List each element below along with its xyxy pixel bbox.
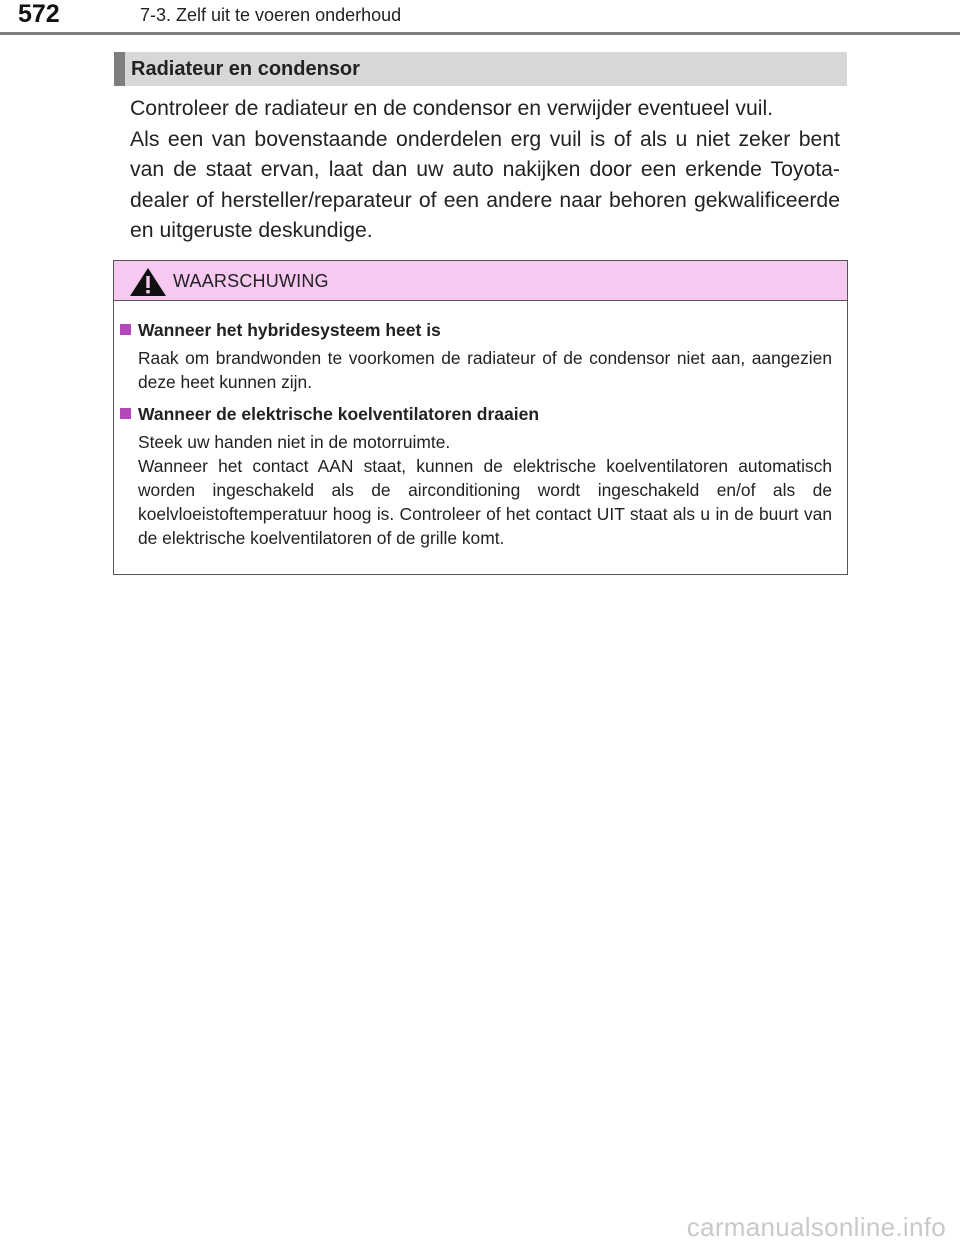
warning-header	[114, 261, 847, 301]
warning-item-paragraph: Raak om brandwonden te voorkomen de radiateur of de condensor niet aan, aangezien deze heet kunnen zijn.	[138, 348, 832, 392]
warning-item-heading	[120, 319, 441, 341]
header-rule	[0, 32, 960, 35]
page-number: 572	[18, 0, 60, 28]
warning-item-heading-text: Wanneer de elektrische koelventilatoren draaien	[138, 404, 540, 424]
warning-item-paragraph: Wanneer het contact AAN staat, kunnen de elektrische koelventilatoren automatisch worden ingeschakeld als de airconditioning wordt ingeschakeld en/of als de koelvloeistoftemperatuur hoog is. Controleer of het contact UIT staat als u in de buurt van de elektrische koelventilatoren of de grille komt.	[138, 456, 832, 548]
section-title: Radiateur en condensor	[131, 58, 360, 80]
chapter-title: 7-3. Zelf uit te voeren onderhoud	[140, 5, 402, 25]
warning-triangle-icon	[129, 267, 167, 297]
watermark-link[interactable]: carmanualsonline.info	[686, 1212, 946, 1242]
warning-item-paragraph: Steek uw handen niet in de motorruimte.	[138, 432, 451, 452]
section-bar-accent	[114, 52, 125, 86]
warning-label: WAARSCHUWING	[173, 271, 329, 291]
warning-item-heading	[120, 403, 539, 425]
warning-item-heading-text: Wanneer het hybridesysteem heet is	[138, 320, 441, 340]
warning-item-body	[138, 346, 832, 394]
square-bullet-icon	[120, 324, 131, 335]
section-heading-bar	[114, 52, 847, 86]
warning-box	[113, 260, 848, 575]
warning-item-body	[138, 430, 832, 550]
intro-line-1: Controleer de radiateur en de condensor en verwijder eventueel vuil.	[130, 97, 774, 120]
square-bullet-icon	[120, 408, 131, 419]
intro-paragraph: Als een van bovenstaande onderdelen erg vuil is of als u niet zeker bent van de staat ervan, laat dan uw auto nakijken door een erkende Toyota-dealer of hersteller/reparateur of een andere naar behoren gekwalificeerde en uitgeruste deskundige.	[130, 127, 840, 242]
intro-text	[130, 94, 840, 247]
